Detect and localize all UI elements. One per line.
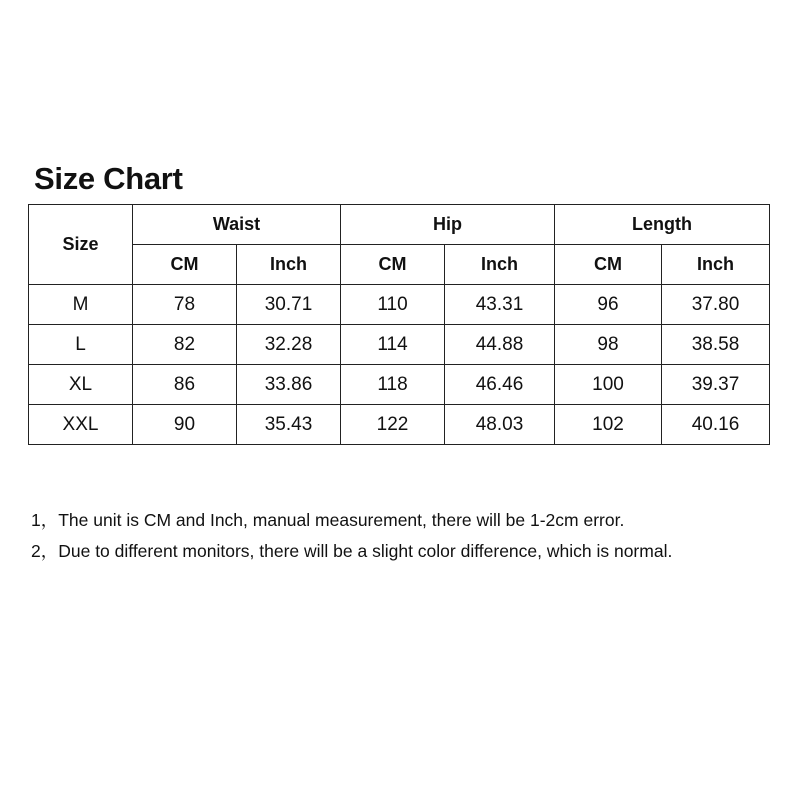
table-cell: 39.37 (662, 365, 770, 405)
size-cell: L (29, 325, 133, 365)
table-cell: 37.80 (662, 285, 770, 325)
note-line: 1，The unit is CM and Inch, manual measurement, there will be 1-2cm error. (31, 510, 625, 530)
table-cell: 100 (555, 365, 662, 405)
table-header-row (29, 205, 770, 245)
table-cell: 32.28 (237, 325, 341, 365)
unit-header: CM (555, 245, 662, 285)
table-cell: 43.31 (445, 285, 555, 325)
unit-header: Inch (445, 245, 555, 285)
size-table (28, 204, 770, 445)
table-cell: 35.43 (237, 405, 341, 445)
size-cell: M (29, 285, 133, 325)
table-row (29, 365, 770, 405)
size-cell: XXL (29, 405, 133, 445)
unit-header: CM (133, 245, 237, 285)
table-cell: 48.03 (445, 405, 555, 445)
unit-header: Inch (662, 245, 770, 285)
table-row (29, 325, 770, 365)
unit-header: Inch (237, 245, 341, 285)
table-cell: 90 (133, 405, 237, 445)
notes (31, 505, 672, 567)
table-cell: 38.58 (662, 325, 770, 365)
table-cell: 102 (555, 405, 662, 445)
table-cell: 40.16 (662, 405, 770, 445)
table-cell: 44.88 (445, 325, 555, 365)
group-header-hip: Hip (341, 205, 555, 245)
page-title: Size Chart (34, 161, 183, 196)
table-cell: 98 (555, 325, 662, 365)
table-row (29, 405, 770, 445)
table-cell: 82 (133, 325, 237, 365)
table-cell: 110 (341, 285, 445, 325)
group-header-length: Length (555, 205, 770, 245)
size-cell: XL (29, 365, 133, 405)
unit-header: CM (341, 245, 445, 285)
table-cell: 122 (341, 405, 445, 445)
table-cell: 114 (341, 325, 445, 365)
size-column-header: Size (29, 205, 133, 285)
table-row (29, 285, 770, 325)
unit-header-row (29, 245, 770, 285)
table-cell: 96 (555, 285, 662, 325)
table-cell: 46.46 (445, 365, 555, 405)
table-cell: 78 (133, 285, 237, 325)
table-cell: 86 (133, 365, 237, 405)
group-header-waist: Waist (133, 205, 341, 245)
table-cell: 118 (341, 365, 445, 405)
table-cell: 30.71 (237, 285, 341, 325)
table-cell: 33.86 (237, 365, 341, 405)
note-line: 2，Due to different monitors, there will be a slight color difference, which is normal. (31, 541, 673, 561)
